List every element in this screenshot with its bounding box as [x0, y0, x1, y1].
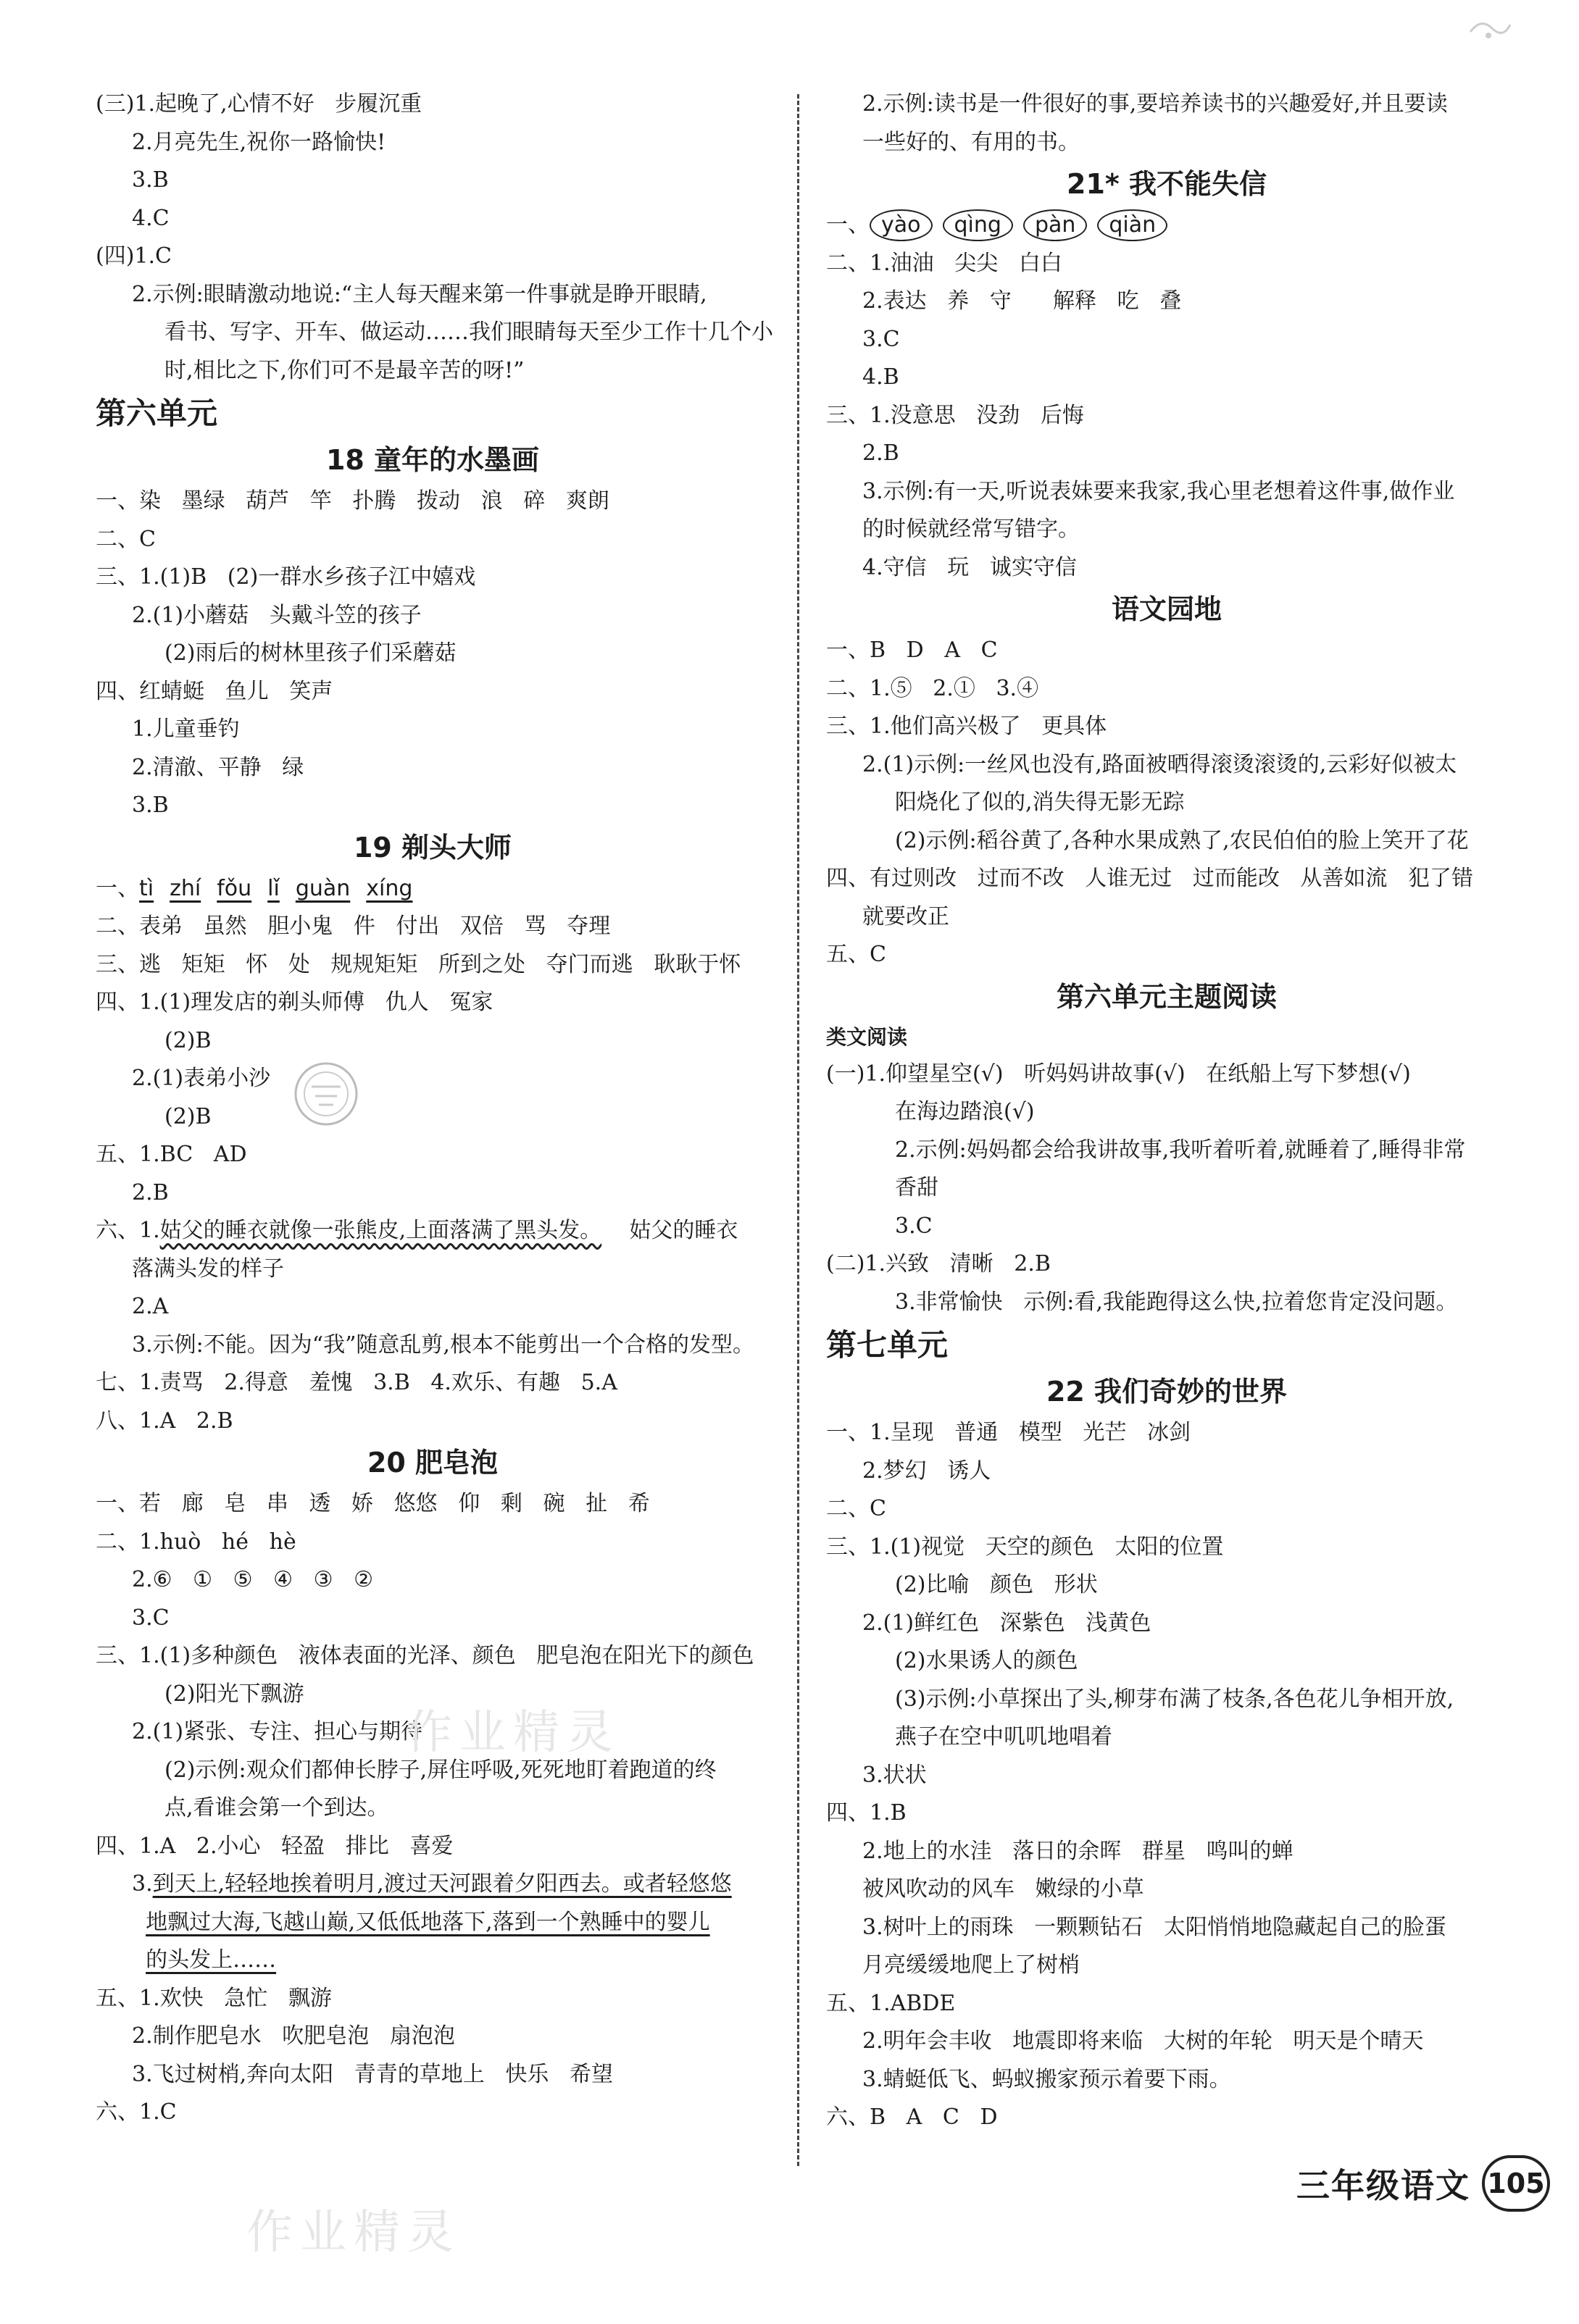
answer-line: 2.(1)紧张、专注、担心与期待 [132, 1719, 423, 1744]
corner-mark-icon [1463, 10, 1514, 46]
answer-line: 一些好的、有用的书。 [862, 129, 1080, 155]
lesson-title: 20 肥皂泡 [367, 1447, 499, 1479]
answer-line: 落满头发的样子 [132, 1255, 284, 1282]
answer-line: 3.C [132, 1605, 170, 1631]
answer-line: 七、1.责骂 2.得意 羞愧 3.B 4.欢乐、有趣 5.A [96, 1370, 617, 1395]
circled-pinyin: qìng [943, 209, 1013, 241]
answer-line: 4.B [862, 364, 899, 390]
lesson-title: 语文园地 [1111, 593, 1222, 625]
answer-line: (三)1.起晚了,心情不好 步履沉重 [96, 91, 422, 117]
answer-line: (2)B [164, 1027, 212, 1053]
answer-line: 3.示例:不能。因为“我”随意乱剪,根本不能剪出一个合格的发型。 [132, 1332, 754, 1358]
right-column [826, 85, 1507, 2137]
answer-line: 2.明年会丰收 地震即将来临 大树的年轮 明天是个晴天 [862, 2028, 1424, 2054]
answer-text: 3. [132, 1871, 153, 1897]
circled-pinyin: yào [870, 209, 933, 241]
answer-line: 四、1.A 2.小心 轻盈 排比 喜爱 [96, 1833, 454, 1859]
lesson-title: 21* 我不能失信 [1067, 168, 1267, 200]
answer-line: 点,看谁会第一个到达。 [164, 1795, 389, 1821]
answer-line: 3.蜻蜓低飞、蚂蚁搬家预示着要下雨。 [862, 2066, 1231, 2092]
answer-line: 3.飞过树梢,奔向太阳 青青的草地上 快乐 希望 [132, 2061, 613, 2087]
answer-line: (2)B [164, 1103, 212, 1129]
watermark-text-bottom: 作业精灵 [246, 2206, 461, 2260]
answer-line: 五、C [826, 942, 886, 967]
circled-pinyin-line [826, 206, 1507, 245]
answer-line: 2.⑥ ① ⑤ ④ ③ ② [132, 1567, 374, 1592]
answer-line [96, 1941, 770, 1980]
grade-subject: 三年级语文 [1296, 2166, 1470, 2205]
wavy-underlined-text: 姑父的睡衣就像一张熊皮,上面落满了黑头发。 [159, 1218, 602, 1243]
lesson-title: 19 剃头大师 [353, 831, 512, 864]
answer-line: 二、表弟 虽然 胆小鬼 件 付出 双倍 骂 夺理 [96, 914, 611, 939]
answer-text: 姑父的睡衣 [601, 1218, 738, 1243]
answer-line: 3.B [132, 167, 169, 193]
column-divider [797, 94, 799, 2166]
answer-line: 4.守信 玩 诚实守信 [862, 554, 1077, 580]
answer-line: 2.示例:读书是一件很好的事,要培养读书的兴趣爱好,并且要读 [862, 91, 1448, 117]
answer-line: 月亮缓缓地爬上了树梢 [862, 1952, 1080, 1978]
answer-line: 三、1.(1)视觉 天空的颜色 太阳的位置 [826, 1534, 1224, 1560]
answer-line: 3.C [895, 1213, 933, 1239]
pinyin-answer: fǒu [217, 875, 252, 901]
watermark-text: 作业精灵 [406, 1706, 620, 1760]
answer-line: 2.示例:妈妈都会给我讲故事,我听着听着,就睡着了,睡得非常 [895, 1137, 1466, 1163]
answer-line: 一、若 廊 皂 串 透 娇 悠悠 仰 剩 碗 扯 希 [96, 1491, 650, 1516]
answer-line: 四、1.(1)理发店的剃头师傅 仇人 冤家 [96, 990, 493, 1015]
answer-line: 3.状状 [862, 1762, 927, 1788]
answer-line: 三、1.(1)B (2)一群水乡孩子江中嬉戏 [96, 564, 476, 590]
answer-line: 2.(1)示例:一丝风也没有,路面被晒得滚烫滚烫的,云彩好似被太 [862, 751, 1457, 777]
answer-line: 1.儿童垂钓 [132, 716, 240, 742]
answer-line: 燕子在空中叽叽地唱着 [895, 1724, 1112, 1750]
page-footer [1296, 2155, 1550, 2212]
answer-line: 2.(1)小蘑菇 头戴斗笠的孩子 [132, 602, 422, 628]
answer-line: 四、有过则改 过而不改 人谁无过 过而能改 从善如流 犯了错 [826, 866, 1474, 891]
lesson-title: 22 我们奇妙的世界 [1046, 1376, 1288, 1408]
pinyin-answer: guàn [295, 875, 351, 901]
pinyin-answer: lǐ [267, 875, 280, 901]
answer-line: (二)1.兴致 清晰 2.B [826, 1251, 1051, 1276]
answer-label: 一、 [96, 875, 139, 901]
answer-text [132, 1910, 146, 1935]
answer-line: (四)1.C [96, 243, 172, 269]
answer-line: 2.(1)表弟小沙 [132, 1066, 271, 1091]
answer-line: 二、1.油油 尖尖 白白 [826, 250, 1062, 276]
answer-line: 2.清澈、平静 绿 [132, 754, 304, 780]
answer-line: (2)示例:观众们都伸长脖子,屏住呼吸,死死地盯着跑道的终 [164, 1757, 717, 1783]
answer-line: 三、1.(1)多种颜色 液体表面的光泽、颜色 肥皂泡在阳光下的颜色 [96, 1643, 754, 1668]
pinyin-answer: xíng [366, 875, 413, 901]
answer-line: 二、1.⑤ 2.① 3.④ [826, 675, 1039, 701]
answer-line: 2.示例:眼睛激动地说:“主人每天醒来第一件事就是睁开眼睛, [132, 281, 707, 307]
answer-line: (2)比喻 颜色 形状 [895, 1572, 1098, 1597]
answer-line: (2)水果诱人的颜色 [895, 1648, 1078, 1673]
answer-line: (2)示例:稻谷黄了,各种水果成熟了,农民伯伯的脸上笑开了花 [895, 827, 1469, 853]
answer-line: 香甜 [895, 1175, 938, 1200]
answer-line: 八、1.A 2.B [96, 1408, 233, 1434]
answer-line: 2.B [132, 1179, 169, 1205]
lesson-title: 18 童年的水墨画 [325, 444, 540, 476]
pinyin-answer: zhí [170, 875, 201, 901]
answer-label: 一、 [826, 212, 870, 238]
answer-line: 3.C [862, 326, 900, 352]
circled-pinyin: qiàn [1097, 209, 1167, 241]
answer-line: 二、C [826, 1496, 886, 1521]
underlined-text: 到天上,轻轻地挨着明月,渡过天河跟着夕阳西去。或者轻悠悠 [152, 1871, 732, 1897]
answer-line: 一、1.呈现 普通 模型 光芒 冰剑 [826, 1420, 1191, 1445]
answer-line [96, 1904, 770, 1942]
lesson-title: 第六单元主题阅读 [1056, 980, 1277, 1013]
answer-line: 就要改正 [862, 903, 949, 929]
pinyin-answer: tì [139, 875, 154, 901]
answer-line: 2.制作肥皂水 吹肥皂泡 扇泡泡 [132, 2023, 455, 2049]
underlined-text: 的头发上…… [146, 1947, 277, 1973]
answer-line: 一、B D A C [826, 638, 998, 663]
answer-line: 四、红蜻蜓 鱼儿 笑声 [96, 678, 333, 704]
answer-line: 3.示例:有一天,听说表妹要来我家,我心里老想着这件事,做作业 [862, 478, 1455, 504]
answer-line: 2.表达 养 守 解释 吃 叠 [862, 288, 1182, 314]
answer-line: 2.(1)鲜红色 深紫色 浅黄色 [862, 1610, 1151, 1636]
answer-line: 2.B [862, 440, 899, 466]
unit-heading: 第六单元 [96, 396, 218, 431]
circled-pinyin: pàn [1023, 209, 1087, 241]
answer-line: 五、1.欢快 急忙 飘游 [96, 1985, 332, 2011]
answer-line: (3)示例:小草探出了头,柳芽布满了枝条,各色花儿争相开放, [895, 1686, 1454, 1712]
answer-text: 六、1. [96, 1218, 160, 1243]
answer-line: 五、1.ABDE [826, 1990, 956, 2016]
answer-line: 4.C [132, 205, 170, 231]
answer-line: 四、1.B [826, 1800, 907, 1826]
pinyin-answer-line [96, 870, 770, 908]
answer-line: 三、逃 矩矩 怀 处 规规矩矩 所到之处 夺门而逃 耿耿于怀 [96, 951, 741, 977]
answer-line: 时,相比之下,你们可不是最辛苦的呀!” [164, 357, 525, 383]
answer-line: 3.B [132, 793, 169, 818]
answer-line: 六、1.C [96, 2099, 177, 2125]
answer-line: 被风吹动的风车 嫩绿的小草 [862, 1876, 1144, 1902]
answer-line: 2.梦幻 诱人 [862, 1458, 991, 1484]
answer-line: 二、1.huò hé hè [96, 1529, 296, 1555]
answer-line: 六、B A C D [826, 2104, 998, 2130]
unit-heading: 第七单元 [826, 1327, 949, 1363]
answer-line: 2.月亮先生,祝你一路愉快! [132, 129, 386, 155]
answer-line: 五、1.BC AD [96, 1142, 247, 1167]
answer-line: 在海边踏浪(√) [895, 1099, 1035, 1124]
answer-line [96, 1865, 770, 1904]
answer-line: 2.地上的水洼 落日的余晖 群星 鸣叫的蝉 [862, 1838, 1293, 1864]
answer-line: (2)阳光下飘游 [164, 1681, 304, 1707]
answer-line: (2)雨后的树林里孩子们采蘑菇 [164, 640, 457, 666]
answer-line: 二、C [96, 526, 156, 552]
answer-line [96, 1212, 770, 1250]
answer-line: (一)1.仰望星空(√) 听妈妈讲故事(√) 在纸船上写下梦想(√) [826, 1061, 1411, 1087]
underlined-text: 地飘过大海,飞越山巅,又低低地落下,落到一个熟睡中的婴儿 [146, 1909, 710, 1935]
page-number: 105 [1482, 2155, 1550, 2212]
answer-line: 3.树叶上的雨珠 一颗颗钻石 太阳悄悄地隐藏起自己的脸蛋 [862, 1914, 1446, 1940]
answer-line: 2.A [132, 1294, 169, 1319]
answer-line: 一、染 墨绿 葫芦 竿 扑腾 拨动 浪 碎 爽朗 [96, 488, 609, 514]
answer-line: 三、1.没意思 没劲 后悔 [826, 402, 1084, 428]
answer-text [132, 1947, 146, 1973]
answer-line: 阳烧化了似的,消失得无影无踪 [895, 790, 1185, 815]
watermark-stamp-icon [286, 1054, 366, 1134]
answer-line: 三、1.他们高兴极了 更具体 [826, 714, 1107, 739]
category-label: 类文阅读 [826, 1024, 908, 1049]
left-column [96, 85, 773, 2132]
answer-line: 的时候就经常写错字。 [862, 517, 1080, 542]
answer-line: 3.非常愉快 示例:看,我能跑得这么快,拉着您肯定没问题。 [895, 1289, 1458, 1315]
answer-line: 看书、写字、开车、做运动……我们眼睛每天至少工作十几个小 [164, 319, 773, 345]
